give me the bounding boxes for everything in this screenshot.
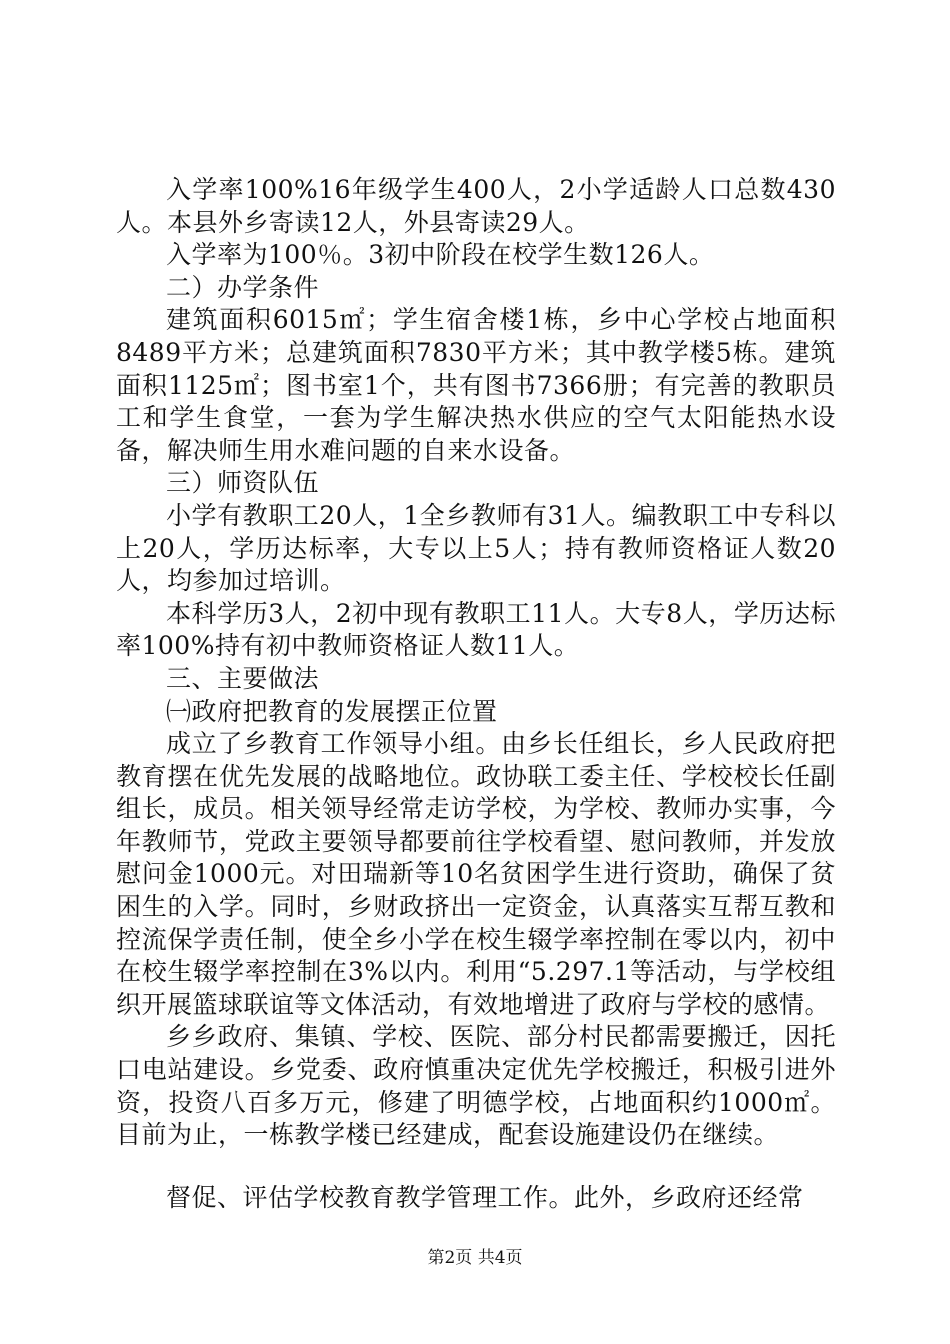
paragraph-enrollment-primary: 入学率100%16年级学生400人，2小学适龄人口总数430人。本县外乡寄读12人，外县寄读29人。 <box>116 175 836 237</box>
section-heading-teachers: 三）师资队伍 <box>166 468 320 498</box>
section-heading-practices: 三、主要做法 <box>166 663 320 693</box>
subsection-heading-government: ㈠政府把教育的发展摆正位置 <box>166 696 498 726</box>
document-body <box>116 174 836 1214</box>
paragraph-school-relocation: 乡乡政府、集镇、学校、医院、部分村民都需要搬迁，因托口电站建设。乡党委、政府慎重决定优先学校搬迁，积极引进外资，投资八百多万元，修建了明德学校，占地面积约1000㎡。目前为止，一栋教学楼已经建成，配套设施建设仍在继续。 <box>116 1022 836 1150</box>
paragraph-teachers-primary: 小学有教职工20人，1全乡教师有31人。编教职工中专科以上20人，学历达标率，大专以上5人；持有教师资格证人数20人，均参加过培训。 <box>116 500 836 596</box>
paragraph-teachers-middle: 本科学历3人，2初中现有教职工11人。大专8人，学历达标率100%持有初中教师资格证人数11人。 <box>116 598 836 661</box>
paragraph-enrollment-middle: 入学率为100％。3初中阶段在校学生数126人。 <box>166 240 715 270</box>
page-footer: 第2页 共4页 <box>427 1248 523 1268</box>
paragraph-government-leadership: 成立了乡教育工作领导小组。由乡长任组长，乡人民政府把教育摆在优先发展的战略地位。政协联工委主任、学校校长任副组长，成员。相关领导经常走访学校，为学校、教师办实事，今年教师节，党政主要领导都要前往学校看望、慰问教师，并发放慰问金1000元。对田瑞新等10名贫困学生进行资助，确保了贫困生的入学。同时，乡财政挤出一定资金，认真落实互帮互教和控流保学责任制，使全乡小学在校生辍学率控制在零以内，初中在校生辍学率控制在3%以内。利用“5.297.1等活动，与学校组织开展篮球联谊等文体活动，有效地增进了政府与学校的感情。 <box>116 729 836 1019</box>
paragraph-conditions: 建筑面积6015㎡；学生宿舍楼1栋，乡中心学校占地面积8489平方米；总建筑面积7830平方米；其中教学楼5栋。建筑面积1125㎡；图书室1个，共有图书7366册；有完善的教职员工和学生食堂，一套为学生解决热水供应的空气太阳能热水设备，解决师生用水难问题的自来水设备。 <box>116 305 836 465</box>
paragraph-supervision: 督促、评估学校教育教学管理工作。此外，乡政府还经常 <box>166 1182 804 1212</box>
section-heading-conditions: 二）办学条件 <box>166 272 320 302</box>
